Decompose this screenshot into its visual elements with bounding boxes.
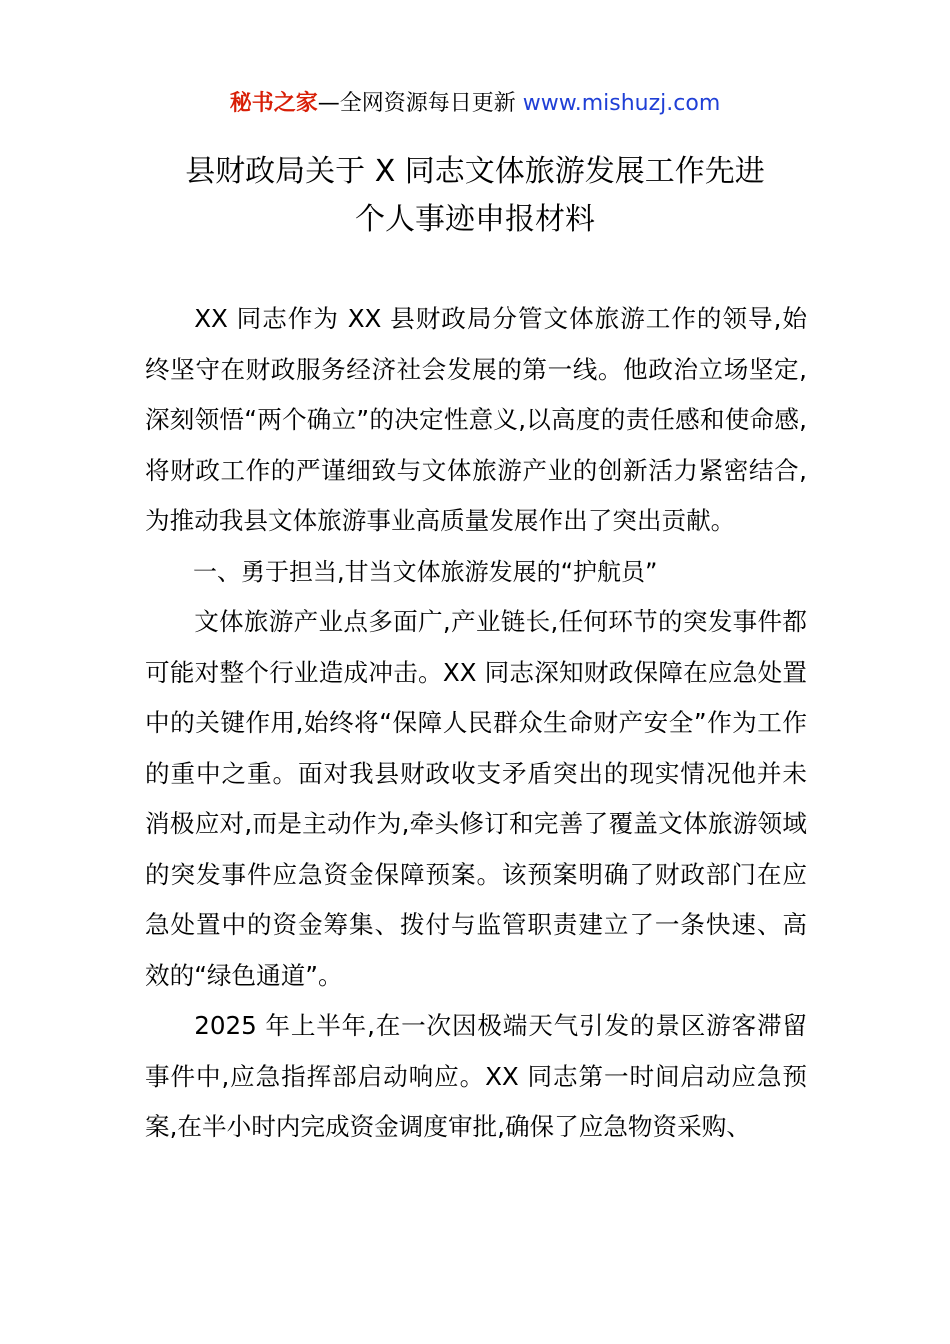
document-title [0,148,950,244]
brand-name: 秘书之家 [229,91,318,116]
paragraph-emergency-plan: 文体旅游产业点多面广,产业链长,任何环节的突发事件都可能对整个行业造成冲击。XX 同志深知财政保障在应急处置中的关键作用,始终将“保障人民群众生命财产安全”作为工作的重中之重。面对我县财政收支矛盾突出的现实情况他并未消极应对,而是主动作为,牵头修订和完善了覆盖文体旅游领域的突发事件应急资金保障预案。该预案明确了财政部门在应急处置中的资金筹集、拨付与监管职责建立了一条快速、高效的“绿色通道”。 [145,607,807,990]
title-line-2: 个人事迹申报材料 [355,202,595,237]
banner-tagline: —全网资源每日更新 [317,91,523,116]
website-link[interactable]: www.mishuzj.com [522,91,721,116]
paragraph-intro: XX 同志作为 XX 县财政局分管文体旅游工作的领导,始终坚守在财政服务经济社会发展的第一线。他政治立场坚定,深刻领悟“两个确立”的决定性意义,以高度的责任感和使命感,将财政工作的严谨细致与文体旅游产业的创新活力紧密结合,为推动我县文体旅游事业高质量发展作出了突出贡献。 [145,304,807,535]
site-banner [0,88,950,120]
section-heading-1: 一、勇于担当,甘当文体旅游发展的“护航员” [193,557,658,586]
title-line-1: 县财政局关于 X 同志文体旅游发展工作先进 [185,154,765,189]
document-body [145,294,807,1153]
paragraph-2025-event: 2025 年上半年,在一次因极端天气引发的景区游客滞留事件中,应急指挥部启动响应。XX 同志第一时间启动应急预案,在半小时内完成资金调度审批,确保了应急物资采购、 [145,1011,807,1141]
